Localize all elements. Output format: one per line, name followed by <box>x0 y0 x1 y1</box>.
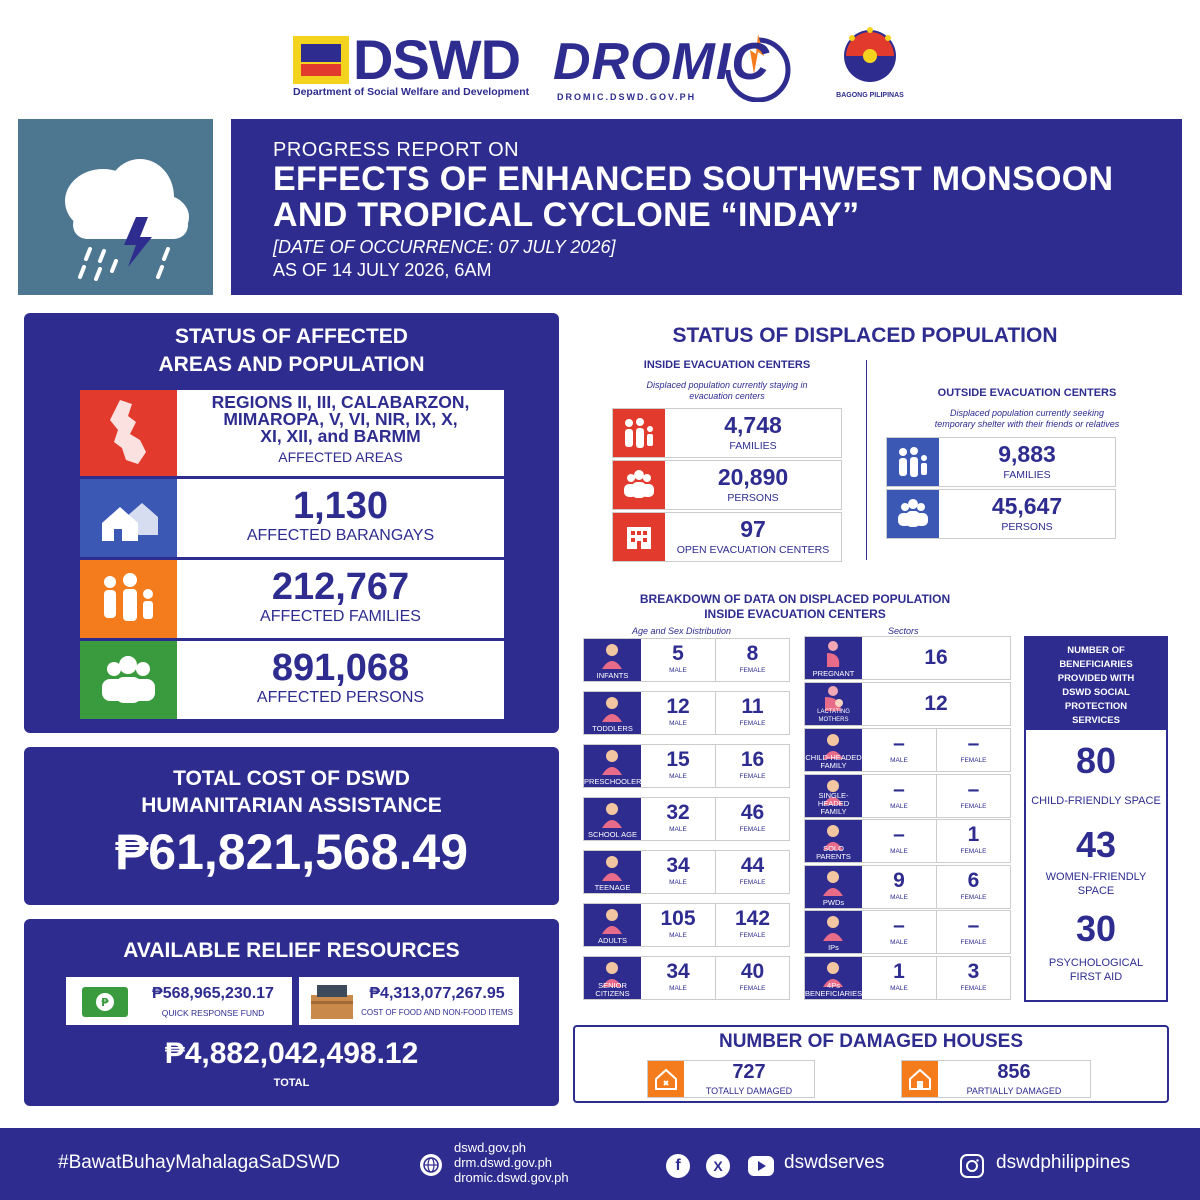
male-label: MALE <box>890 802 908 810</box>
male-cell <box>862 911 936 953</box>
affected-title-line1: STATUS OF AFFECTED <box>175 325 408 348</box>
male-value: – <box>893 823 905 846</box>
social-handle-dswdserves[interactable]: dswdserves <box>784 1152 885 1173</box>
women-friendly-space-value: 43 <box>1075 824 1117 865</box>
houses-icon <box>80 479 177 557</box>
female-cell <box>715 745 789 787</box>
psychological-first-aid-label: PSYCHOLOGICAL FIRST AID <box>1048 957 1144 983</box>
affected-barangays-label: AFFECTED BARANGAYS <box>246 527 435 544</box>
building-icon <box>613 513 665 561</box>
totally-damaged-value: 727 <box>732 1061 766 1083</box>
male-cell <box>641 851 715 893</box>
totally-damaged-label: TOTALLY DAMAGED <box>705 1086 793 1096</box>
displaced-title: STATUS OF DISPLACED POPULATION <box>672 324 1058 347</box>
female-value: 3 <box>967 959 980 983</box>
food-box-icon <box>307 983 357 1021</box>
dromic-wordmark: DROMIC <box>553 33 770 91</box>
age-group-row <box>583 797 790 841</box>
sector-label: SOLO PARENTS <box>816 844 851 861</box>
male-label: MALE <box>669 879 687 886</box>
female-label: FEMALE <box>739 667 766 674</box>
philippines-map-icon <box>80 390 177 476</box>
female-label: FEMALE <box>739 879 766 886</box>
female-value: – <box>967 777 980 801</box>
male-label: MALE <box>669 932 687 939</box>
male-label: MALE <box>890 939 908 946</box>
open-ec-value: 97 <box>740 516 766 542</box>
inside-persons-label: PERSONS <box>727 492 779 504</box>
women-friendly-space-label: WOMEN-FRIENDLY SPACE <box>1045 871 1147 897</box>
open-ec-card <box>612 512 842 562</box>
male-value: – <box>893 914 905 937</box>
dromic-logo <box>553 30 803 102</box>
report-title-line1: EFFECTS OF ENHANCED SOUTHWEST MONSOON <box>273 160 1114 198</box>
female-cell <box>936 957 1010 999</box>
age-sex-heading: Age and Sex Distribution <box>632 626 732 636</box>
female-label: FEMALE <box>960 848 987 855</box>
female-cell <box>715 639 789 681</box>
title-prefix: PROGRESS REPORT ON <box>273 139 520 161</box>
relief-resources-panel <box>24 919 559 1106</box>
dswd-wordmark: DSWD <box>353 28 521 91</box>
affected-families-label: AFFECTED FAMILIES <box>260 608 421 625</box>
male-label: MALE <box>890 893 908 901</box>
female-cell <box>715 692 789 734</box>
affected-areas-label: AFFECTED AREAS <box>278 449 403 465</box>
relief-total-label: TOTAL <box>273 1077 310 1089</box>
sector-row <box>804 865 1011 909</box>
cost-amount: ₱61,821,568.49 <box>114 824 469 880</box>
footer-websites <box>454 1140 569 1185</box>
female-value: 44 <box>740 854 765 877</box>
dswd-subtitle: Department of Social Welfare and Development <box>293 86 530 98</box>
lactating-value: 12 <box>924 692 948 715</box>
affected-areas-list: REGIONS II, III, CALABARZON, MIMAROPA, V, VI, NIR, IX, X, XI, XII, and BARMM <box>211 392 470 446</box>
lactating-row <box>804 682 1011 726</box>
age-group-group-icon <box>584 639 641 681</box>
pregnant-row <box>804 636 1011 680</box>
male-cell <box>641 957 715 999</box>
male-label: MALE <box>669 720 687 727</box>
female-cell <box>936 775 1010 817</box>
inside-families-card <box>612 408 842 458</box>
svg-text:₱: ₱ <box>101 996 109 1009</box>
female-cell <box>936 729 1010 771</box>
social-protection-heading: NUMBER OF BENEFICIARIES PROVIDED WITH DSWD SOCIAL PROTECTION SERVICES <box>1026 638 1166 730</box>
female-value: 8 <box>746 642 759 665</box>
outside-ec-description: Displaced population currently seeking temporary shelter with their friends or relatives <box>934 408 1120 429</box>
instagram-icon[interactable] <box>960 1154 984 1178</box>
female-value: – <box>967 914 980 937</box>
sector-row <box>804 910 1011 954</box>
age-group-row <box>583 850 790 894</box>
female-value: 142 <box>734 907 771 930</box>
female-value: 6 <box>967 868 980 892</box>
totally-damaged-card <box>647 1060 815 1098</box>
bagong-pilipinas-text: BAGONG PILIPINAS <box>836 92 904 99</box>
affected-barangays-value: 1,130 <box>292 485 389 527</box>
age-group-label: INFANTS <box>596 671 629 680</box>
x-twitter-icon[interactable]: X <box>706 1154 730 1178</box>
footer-hashtag: #BawatBuhayMahalagaSaDSWD <box>58 1152 340 1173</box>
male-value: 105 <box>660 907 696 930</box>
male-value: – <box>893 732 905 755</box>
age-group-row <box>583 638 790 682</box>
female-label: FEMALE <box>739 826 766 833</box>
family-icon <box>80 560 177 638</box>
food-items-card <box>299 977 519 1025</box>
partially-damaged-value: 856 <box>997 1061 1031 1083</box>
youtube-icon[interactable] <box>748 1156 774 1176</box>
male-label: MALE <box>669 773 687 780</box>
male-label: MALE <box>669 826 687 833</box>
age-group-group-icon <box>584 745 647 787</box>
bagong-pilipinas-emblem-icon <box>840 26 900 90</box>
male-cell <box>862 957 936 999</box>
outside-persons-value: 45,647 <box>991 493 1063 519</box>
male-label: MALE <box>669 667 687 674</box>
female-label: FEMALE <box>960 939 987 946</box>
age-group-row <box>583 903 790 947</box>
pregnant-value: 16 <box>924 646 948 669</box>
damaged-houses-panel <box>573 1025 1169 1103</box>
female-label: FEMALE <box>960 984 987 992</box>
website-link[interactable]: dswd.gov.ph <box>454 1140 527 1155</box>
age-group-group-icon <box>584 957 641 999</box>
female-cell <box>715 957 789 999</box>
sector-group-icon <box>805 957 862 999</box>
male-cell <box>641 639 715 681</box>
male-value: 32 <box>666 801 690 824</box>
male-value: 34 <box>666 960 690 983</box>
male-value: 5 <box>672 642 684 665</box>
weather-icon-box <box>18 119 213 295</box>
dromic-url: DROMIC.DSWD.GOV.PH <box>557 92 697 102</box>
female-label: FEMALE <box>960 757 987 764</box>
report-title-line2: AND TROPICAL CYCLONE “INDAY” <box>273 196 860 234</box>
male-cell <box>862 820 936 862</box>
male-label: MALE <box>890 757 908 764</box>
storm-cloud-icon <box>18 119 213 295</box>
affected-persons-value: 891,068 <box>271 647 410 689</box>
persons-icon <box>887 490 939 538</box>
sector-row <box>804 819 1011 863</box>
inside-ec-description: Displaced population currently staying in evacuation centers <box>646 380 808 401</box>
sector-label: 4Ps BENEFICIARIES <box>805 980 863 998</box>
sector-label: CHILD-HEADED FAMILY <box>805 753 862 770</box>
family-icon <box>887 438 939 486</box>
globe-icon <box>420 1154 442 1176</box>
date-of-occurrence: [DATE OF OCCURRENCE: 07 JULY 2026] <box>273 237 616 257</box>
male-label: MALE <box>890 984 908 992</box>
website-link[interactable]: dromic.dswd.gov.ph <box>454 1170 569 1185</box>
dswd-logo <box>293 28 530 100</box>
sector-label: SINGLE-HEADED FAMILY <box>817 790 850 816</box>
social-protection-box <box>1024 636 1168 1002</box>
affected-families-value: 212,767 <box>271 566 410 608</box>
child-friendly-space-value: 80 <box>1075 740 1117 781</box>
female-label: FEMALE <box>960 893 987 901</box>
outside-persons-card <box>886 489 1116 539</box>
sector-group-icon <box>805 729 862 771</box>
female-label: FEMALE <box>739 985 766 992</box>
sector-row <box>804 956 1011 1000</box>
affected-persons-row <box>80 641 504 719</box>
age-group-label: SCHOOL AGE <box>588 830 637 839</box>
sectors-heading: Sectors <box>888 626 919 636</box>
age-group-label: TEENAGE <box>594 883 631 892</box>
female-value: 1 <box>967 823 980 846</box>
female-cell <box>715 798 789 840</box>
report-title-box <box>231 119 1182 295</box>
male-cell <box>862 729 936 771</box>
male-value: – <box>893 777 905 801</box>
age-group-label: PRESCHOOLERS <box>584 777 647 786</box>
facebook-icon[interactable]: f <box>666 1154 690 1178</box>
female-value: 46 <box>740 801 765 824</box>
sector-group-icon <box>805 911 862 953</box>
male-value: 1 <box>893 959 905 983</box>
age-group-row <box>583 691 790 735</box>
female-value: 16 <box>740 748 765 771</box>
male-label: MALE <box>669 985 687 992</box>
age-group-group-icon <box>584 904 641 946</box>
sector-label: PWDs <box>822 897 845 907</box>
inside-families-value: 4,748 <box>724 412 782 438</box>
male-cell <box>641 904 715 946</box>
outside-persons-label: PERSONS <box>1001 521 1053 533</box>
affected-panel-title <box>24 323 559 379</box>
destroyed-house-icon <box>648 1061 684 1097</box>
qrf-label: QUICK RESPONSE FUND <box>161 1008 265 1018</box>
food-label: COST OF FOOD AND NON-FOOD ITEMS <box>361 1008 513 1017</box>
partially-damaged-label: PARTIALLY DAMAGED <box>966 1086 1062 1096</box>
relief-title: AVAILABLE RELIEF RESOURCES <box>123 939 460 962</box>
sector-group-icon <box>805 820 862 862</box>
humanitarian-cost-panel <box>24 747 559 905</box>
female-value: 11 <box>741 695 764 718</box>
cost-title: TOTAL COST OF DSWD HUMANITARIAN ASSISTANCE <box>141 767 442 817</box>
damaged-house-icon <box>902 1061 938 1097</box>
female-cell <box>936 820 1010 862</box>
persons-icon <box>613 461 665 509</box>
age-group-row <box>583 744 790 788</box>
sector-group-icon <box>805 866 862 908</box>
outside-families-value: 9,883 <box>998 441 1056 467</box>
bagong-pilipinas-logo <box>830 22 910 102</box>
inside-ec-heading: INSIDE EVACUATION CENTERS <box>643 359 811 371</box>
persons-icon <box>80 641 177 719</box>
affected-status-panel <box>24 313 559 733</box>
affected-families-row <box>80 560 504 638</box>
female-cell <box>936 911 1010 953</box>
quick-response-fund-card <box>66 977 292 1025</box>
breakdown-title: BREAKDOWN OF DATA ON DISPLACED POPULATION INSIDE EVACUATION CENTERS <box>639 592 951 621</box>
inside-families-label: FAMILIES <box>729 440 777 452</box>
inside-persons-card <box>612 460 842 510</box>
age-group-group-icon <box>584 798 641 840</box>
male-value: 15 <box>666 748 690 771</box>
sector-row <box>804 728 1011 772</box>
displaced-divider <box>866 360 867 560</box>
male-cell <box>862 775 936 817</box>
male-cell <box>641 692 715 734</box>
female-cell <box>715 851 789 893</box>
lactating-mother-icon: LACTATING MOTHERS <box>805 683 862 725</box>
as-of-date: AS OF 14 JULY 2026, 6AM <box>273 260 492 280</box>
male-cell <box>862 866 936 908</box>
affected-barangays-row <box>80 479 504 557</box>
sector-label: IPs <box>828 943 839 952</box>
food-amount: ₱4,313,077,267.95 <box>369 985 505 1002</box>
social-handle-dswdphilippines[interactable]: dswdphilippines <box>996 1152 1131 1173</box>
child-friendly-space-label: CHILD-FRIENDLY SPACE <box>1031 795 1161 807</box>
female-label: FEMALE <box>960 802 987 810</box>
inside-persons-value: 20,890 <box>717 464 789 490</box>
footer <box>0 1128 1200 1200</box>
affected-areas-row <box>80 390 504 476</box>
male-cell <box>641 798 715 840</box>
male-cell <box>641 745 715 787</box>
website-link[interactable]: drm.dswd.gov.ph <box>454 1155 553 1170</box>
female-cell <box>715 904 789 946</box>
female-value: – <box>967 732 980 755</box>
report-title <box>273 161 1113 233</box>
female-label: FEMALE <box>739 932 766 939</box>
money-bill-icon <box>82 987 128 1017</box>
age-group-label: ADULTS <box>597 936 628 945</box>
female-value: 40 <box>740 960 765 983</box>
family-icon <box>613 409 665 457</box>
age-group-label: SENIOR CITIZENS <box>595 981 630 998</box>
qrf-amount: ₱568,965,230.17 <box>152 985 274 1002</box>
male-value: 12 <box>666 695 690 718</box>
female-label: FEMALE <box>739 773 766 780</box>
male-value: 34 <box>666 854 690 877</box>
pregnant-icon: PREGNANT <box>805 637 862 679</box>
affected-persons-label: AFFECTED PERSONS <box>256 689 425 706</box>
sector-group-icon <box>805 775 862 817</box>
relief-total: ₱4,882,042,498.12 <box>164 1037 419 1070</box>
partially-damaged-card <box>901 1060 1091 1098</box>
age-group-label: TODDLERS <box>592 724 633 733</box>
female-label: FEMALE <box>739 720 766 727</box>
psychological-first-aid-value: 30 <box>1075 908 1117 949</box>
sector-row <box>804 774 1011 818</box>
male-label: MALE <box>890 848 908 855</box>
affected-title-line2: AREAS AND POPULATION <box>158 353 425 376</box>
outside-ec-heading: OUTSIDE EVACUATION CENTERS <box>937 387 1117 399</box>
outside-families-card <box>886 437 1116 487</box>
female-cell <box>936 866 1010 908</box>
outside-families-label: FAMILIES <box>1003 469 1051 481</box>
dswd-emblem-icon <box>293 36 349 84</box>
age-group-row <box>583 956 790 1000</box>
male-value: 9 <box>893 868 905 892</box>
damaged-houses-title: NUMBER OF DAMAGED HOUSES <box>718 1031 1023 1052</box>
age-group-group-icon <box>584 692 641 734</box>
open-ec-label: OPEN EVACUATION CENTERS <box>676 544 830 556</box>
age-group-group-icon <box>584 851 641 893</box>
